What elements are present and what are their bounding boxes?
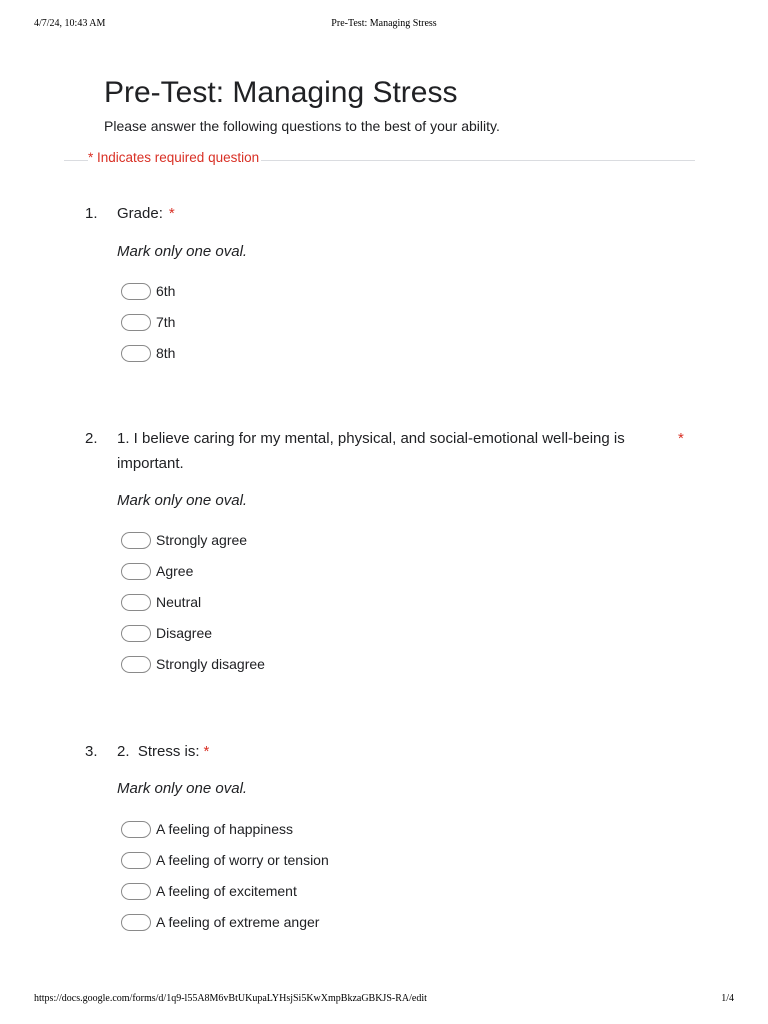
required-asterisk: * [678,430,684,447]
print-date: 4/7/24, 10:43 AM [34,18,106,29]
radio-oval[interactable] [121,532,151,549]
question-hint: Mark only one oval. [117,780,248,797]
option-label: 8th [156,345,176,361]
option-label: Neutral [156,594,202,610]
required-asterisk: * [168,205,175,222]
option-label: A feeling of extreme anger [156,914,320,930]
option-label: A feeling of happiness [156,821,293,837]
radio-oval[interactable] [121,656,151,673]
option-disagree[interactable] [121,622,212,644]
radio-oval[interactable] [121,821,151,838]
option-agree[interactable] [121,560,193,582]
print-footer [0,993,768,1007]
required-asterisk: * [203,743,210,760]
form-title: Pre-Test: Managing Stress [104,76,458,109]
form-description: Please answer the following questions to the best of your ability. [104,118,500,134]
radio-oval[interactable] [121,883,151,900]
question-text [117,201,175,226]
option-neutral[interactable] [121,591,201,613]
radio-oval[interactable] [121,563,151,580]
print-url: https://docs.google.com/forms/d/1q9-l55A8M6vBtUKupaLYHsjSi5KwXmpBkzaGBKJS-RA/edit [34,993,427,1004]
question-number: 3. [85,743,98,760]
print-doc-title: Pre-Test: Managing Stress [331,18,437,29]
question-text [117,739,209,764]
radio-oval[interactable] [121,625,151,642]
question-label: 2. Stress is: [117,743,200,760]
radio-oval[interactable] [121,283,151,300]
option-worry-or-tension[interactable] [121,849,329,871]
option-label: Strongly disagree [156,656,265,672]
option-extreme-anger[interactable] [121,911,319,933]
radio-oval[interactable] [121,914,151,931]
option-8th[interactable] [121,342,175,364]
question-label: Grade: [117,205,163,222]
question-text: 1. I believe caring for my mental, physical, and social-emotional well-being is important. [117,430,625,472]
option-label: 6th [156,283,176,299]
question-number: 1. [85,205,98,222]
option-label: Disagree [156,625,213,641]
radio-oval[interactable] [121,314,151,331]
option-label: A feeling of excitement [156,883,297,899]
option-excitement[interactable] [121,880,297,902]
option-strongly-disagree[interactable] [121,653,265,675]
option-label: A feeling of worry or tension [156,852,329,868]
radio-oval[interactable] [121,345,151,362]
question-number: 2. [85,430,98,447]
page-number: 1/4 [721,993,734,1004]
print-header [0,18,768,32]
option-strongly-agree[interactable] [121,529,247,551]
option-6th[interactable] [121,280,175,302]
question-hint: Mark only one oval. [117,492,248,509]
option-label: 7th [156,314,176,330]
radio-oval[interactable] [121,852,151,869]
radio-oval[interactable] [121,594,151,611]
option-label: Agree [156,563,194,579]
option-label: Strongly agree [156,532,248,548]
question-hint: Mark only one oval. [117,243,248,260]
option-happiness[interactable] [121,818,293,840]
required-note: * Indicates required question [88,150,260,165]
option-7th[interactable] [121,311,175,333]
